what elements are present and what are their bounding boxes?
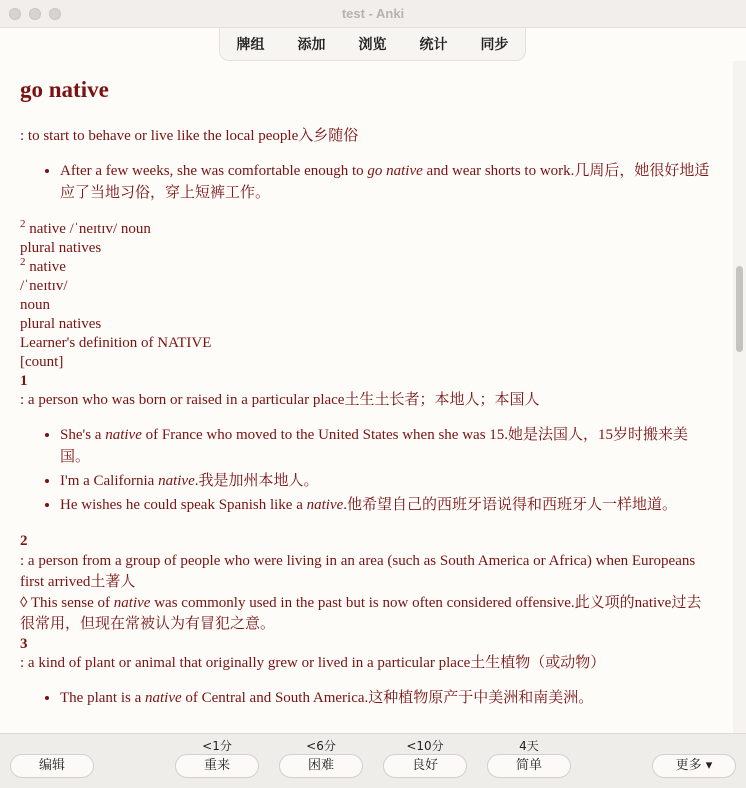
- count-label: [count]: [20, 354, 64, 370]
- sense-number: 2: [20, 533, 28, 549]
- hard-interval: <6分: [306, 739, 336, 753]
- plural-form: plural natives: [20, 316, 102, 332]
- toolbar-stats[interactable]: 统计: [419, 37, 448, 53]
- toolbar-decks[interactable]: 牌组: [236, 37, 265, 53]
- sense-definition: : a person from a group of people who were living in an area (such as South America or Africa) when Europeans first arrived土著人: [20, 553, 696, 590]
- more-button[interactable]: 更多 ▾: [652, 754, 736, 778]
- card-content: [0, 61, 733, 733]
- window-title: test - Anki: [341, 6, 405, 21]
- entry-heading-2: $^2$ native: [20, 256, 66, 275]
- sense-definition: : a person who was born or raised in a particular place土生土长者；本地人；本国人: [20, 392, 540, 408]
- hard-button[interactable]: 困难: [279, 754, 363, 778]
- toolbar-browse[interactable]: 浏览: [358, 37, 387, 53]
- pronunciation: /ˈneɪtɪv/: [20, 278, 68, 294]
- toolbar-add[interactable]: 添加: [297, 37, 326, 53]
- main-toolbar: [219, 28, 526, 61]
- definition: : to start to behave or live like the local people入乡随俗: [20, 128, 359, 144]
- headword: go native: [20, 77, 109, 102]
- entry-heading: $^2$ native /ˈneɪtɪv/ noun: [20, 218, 151, 237]
- again-button[interactable]: 重来: [175, 754, 259, 778]
- title-bar: [0, 0, 746, 28]
- sense-definition: : a kind of plant or animal that originally grew or lived in a particular place土生植物（或动物）: [20, 655, 606, 671]
- sense-number: 3: [20, 636, 28, 652]
- example-list: [20, 687, 713, 709]
- easy-interval: 4天: [519, 739, 539, 753]
- easy-button[interactable]: 简单: [487, 754, 571, 778]
- sense-number: 1: [20, 373, 28, 389]
- entry-plural: plural natives: [20, 240, 102, 256]
- usage-note: ◊ This sense of native was commonly used in the past but is now often considered offensive.此义项的native过去很常用，但现在常被认为有冒犯之意。: [20, 595, 702, 632]
- toolbar-sync[interactable]: 同步: [480, 37, 509, 53]
- answer-bar: [0, 733, 746, 788]
- example-item: • After a few weeks, she was comfortable enough to go native and wear shorts to work.几周后，她很好地适应了当地习俗，穿上短裤工作。: [60, 160, 713, 204]
- example-item: • She's a native of France who moved to the United States when she was 15.她是法国人，15岁时搬来美国。: [60, 424, 713, 468]
- vertical-scrollbar[interactable]: [733, 61, 746, 733]
- example-item: • He wishes he could speak Spanish like a native.他希望自己的西班牙语说得和西班牙人一样地道。: [60, 494, 713, 516]
- good-interval: <10分: [406, 739, 444, 753]
- learner-definition-label: Learner's definition of NATIVE: [20, 335, 212, 351]
- scrollbar-thumb[interactable]: [736, 266, 743, 352]
- example-item: • I'm a California native.我是加州本地人。: [60, 470, 713, 492]
- part-of-speech: noun: [20, 297, 50, 313]
- edit-button[interactable]: 编辑: [10, 754, 94, 778]
- example-item: • The plant is a native of Central and South America.这种植物原产于中美洲和南美洲。: [60, 687, 713, 709]
- good-button[interactable]: 良好: [383, 754, 467, 778]
- example-list: [20, 424, 713, 516]
- again-interval: <1分: [202, 739, 232, 753]
- example-list: [20, 160, 713, 204]
